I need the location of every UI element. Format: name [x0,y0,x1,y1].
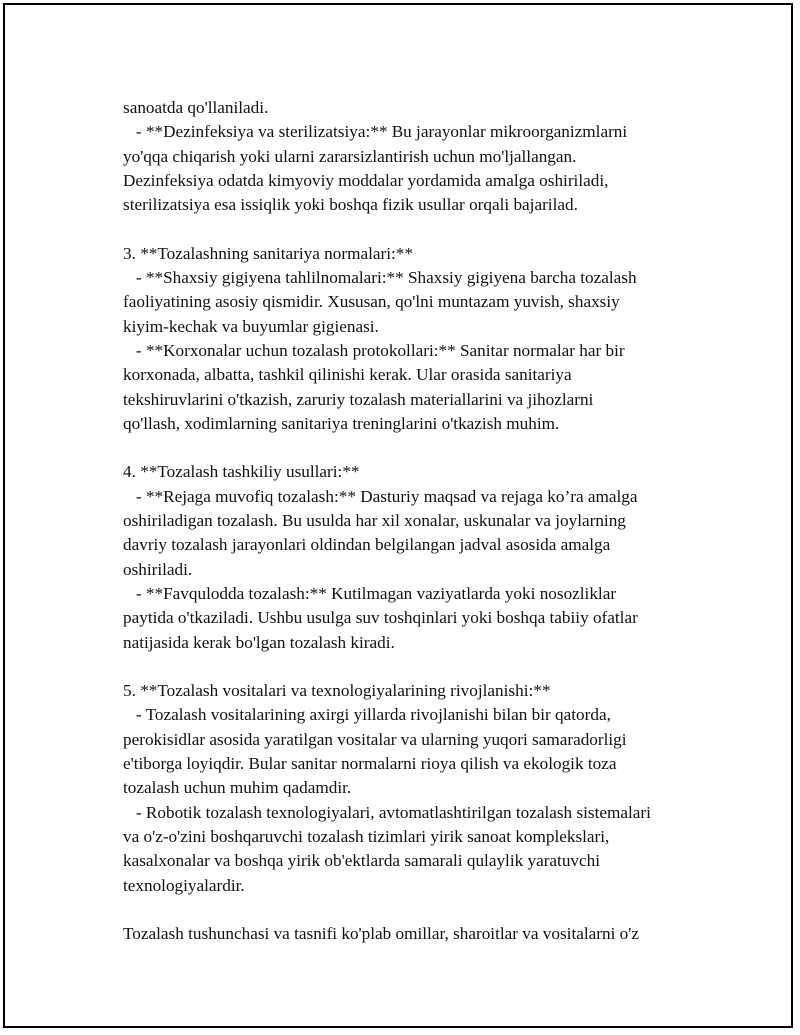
paragraph-gap [123,655,723,679]
text-line: - **Dezinfeksiya va sterilizatsiya:** Bu jarayonlar mikroorganizmlarni [123,122,628,142]
text-line: - Robotik tozalash texnologiyalari, avtomatlashtirilgan tozalash sistemalari [123,802,651,822]
text-line: faoliyatining asosiy qismidir. Xususan, qo'lni muntazam yuvish, shaxsiy [123,292,620,312]
paragraph-gap [123,898,723,922]
text-line: qo'llash, xodimlarning sanitariya treninglarini o'tkazish muhim. [123,413,560,433]
text-line: sterilizatsiya esa issiqlik yoki boshqa fizik usullar orqali bajarilad. [123,195,578,215]
text-line: Dezinfeksiya odatda kimyoviy moddalar yordamida amalga oshiriladi, [123,170,609,190]
text-line: e'tiborga loyiqdir. Bular sanitar normalarni rioya qilish va ekologik toza [123,754,617,774]
text-line: paytida o'tkaziladi. Ushbu usulga suv toshqinlari yoki boshqa tabiiy ofatlar [123,608,638,628]
text-line: tekshiruvlarini o'tkazish, zaruriy tozalash materiallarini va jihozlarni [123,389,594,409]
section-heading: 4. **Tozalash tashkiliy usullari:** [123,462,360,482]
text-line: texnologiyalardir. [123,875,245,895]
text-line: oshiriladi. [123,559,193,579]
text-line: - **Favqulodda tozalash:** Kutilmagan vaziyatlarda yoki nosozliklar [123,583,617,603]
text-line: - Tozalash vositalarining axirgi yillarda rivojlanishi bilan bir qatorda, [123,705,611,725]
text-line: perokisidlar asosida yaratilgan vositalar va ularning yuqori samaradorligi [123,729,627,749]
section-heading: 5. **Tozalash vositalari va texnologiyalarining rivojlanishi:** [123,681,551,701]
text-line: yo'qqa chiqarish yoki ularni zararsizlantirish uchun mo'ljallangan. [123,146,577,166]
section-heading: 3. **Tozalashning sanitariya normalari:** [123,243,413,263]
text-line: kiyim-kechak va buyumlar gigienasi. [123,316,379,336]
text-line: Tozalash tushunchasi va tasnifi ko'plab omillar, sharoitlar va vositalarni o'z [123,924,639,944]
paragraph-gap [123,436,723,460]
text-line: korxonada, albatta, tashkil qilinishi kerak. Ular orasida sanitariya [123,365,572,385]
text-line: davriy tozalash jarayonlari oldindan belgilangan jadval asosida amalga [123,535,611,555]
text-line: - **Shaxsiy gigiyena tahlilnomalari:** Shaxsiy gigiyena barcha tozalash [123,268,637,288]
text-line: va o'z-o'zini boshqaruvchi tozalash tizimlari yirik sanoat komplekslari, [123,826,610,846]
text-line: sanoatda qo'llaniladi. [123,98,269,117]
document-body [123,96,723,946]
text-line: - **Korxonalar uchun tozalash protokollari:** Sanitar normalar har bir [123,340,625,360]
text-line: natijasida kerak bo'lgan tozalash kiradi. [123,632,395,652]
text-line: kasalxonalar va boshqa yirik ob'ektlarda samarali qulaylik yaratuvchi [123,851,601,871]
page-frame [3,3,793,1028]
text-line: oshiriladigan tozalash. Bu usulda har xil xonalar, uskunalar va joylarning [123,511,626,531]
text-line: tozalash uchun muhim qadamdir. [123,778,352,798]
paragraph-gap [123,217,723,241]
text-line: - **Rejaga muvofiq tozalash:** Dasturiy maqsad va rejaga ko’ra amalga [123,486,638,506]
